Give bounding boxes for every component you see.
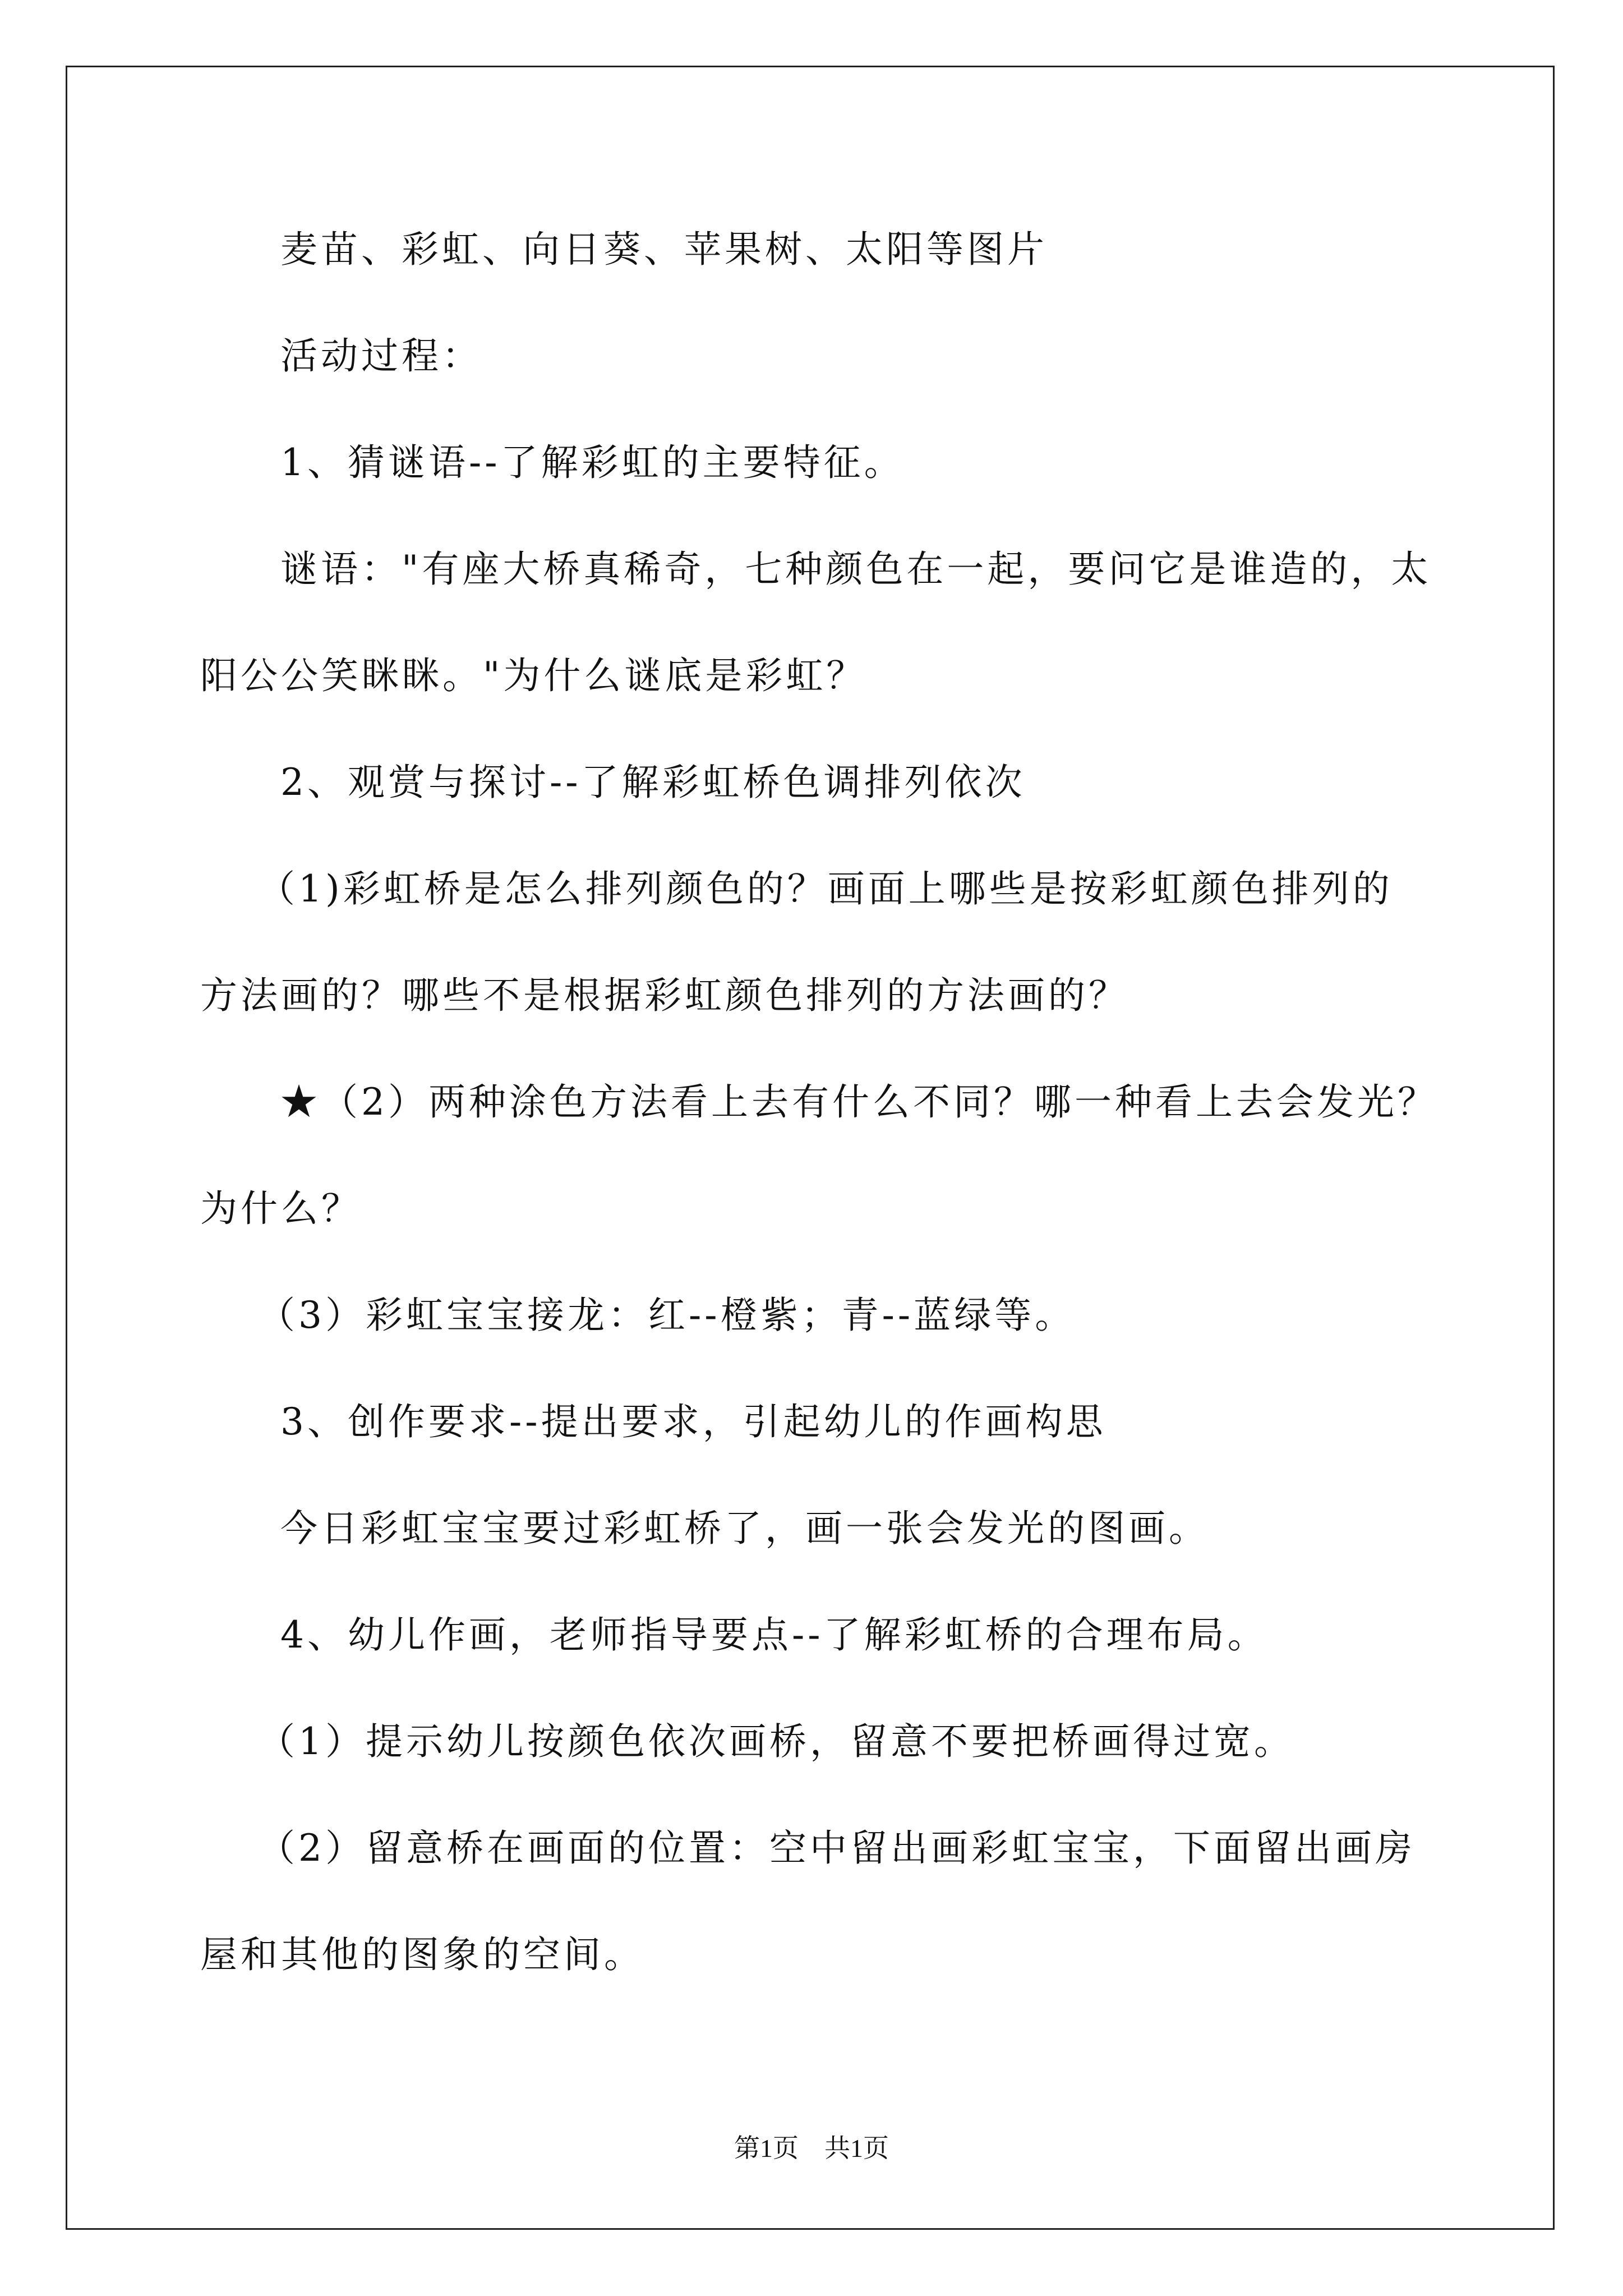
page-border (66, 66, 1555, 2230)
materials-line: 麦苗、彩虹、向日葵、苹果树、太阳等图片 (280, 228, 1048, 271)
question-3-line: （3）彩虹宝宝接龙：红--橙紫；青--蓝绿等。 (258, 1294, 1076, 1337)
question-2-line-1: ★（2）两种涂色方法看上去有什么不同？哪一种看上去会发光？ (280, 1080, 1438, 1124)
step-3-heading: 3、创作要求--提出要求，引起幼儿的作画构思 (280, 1400, 1106, 1443)
activity-process-heading: 活动过程： (280, 334, 482, 378)
step-1-heading: 1、猜谜语--了解彩虹的主要特征。 (280, 441, 905, 484)
step-2-heading: 2、观赏与探讨--了解彩虹桥色调排列依次 (280, 761, 1026, 804)
question-1-line-1: （1)彩虹桥是怎么排列颜色的？画面上哪些是按彩虹颜色排列的 (258, 867, 1393, 910)
step-4-point-2-line-1: （2）留意桥在画面的位置：空中留出画彩虹宝宝，下面留出画房 (258, 1826, 1415, 1870)
question-2-line-2: 为什么？ (200, 1187, 362, 1230)
step-4-point-1: （1）提示幼儿按颜色依次画桥，留意不要把桥画得过宽。 (258, 1720, 1294, 1763)
step-4-point-2-line-2: 屋和其他的图象的空间。 (200, 1933, 644, 1976)
step-4-heading: 4、幼儿作画，老师指导要点--了解彩虹桥的合理布局。 (280, 1613, 1268, 1657)
riddle-line-2: 阳公公笑眯眯。"为什么谜底是彩虹？ (200, 654, 867, 697)
question-1-line-2: 方法画的？哪些不是根据彩虹颜色排列的方法画的？ (200, 974, 1129, 1017)
step-3-body: 今日彩虹宝宝要过彩虹桥了，画一张会发光的图画。 (280, 1507, 1209, 1550)
page-footer: 第1页 共1页 (734, 2134, 889, 2162)
riddle-line-1: 谜语："有座大桥真稀奇，七种颜色在一起，要问它是谁造的，太 (280, 547, 1432, 591)
